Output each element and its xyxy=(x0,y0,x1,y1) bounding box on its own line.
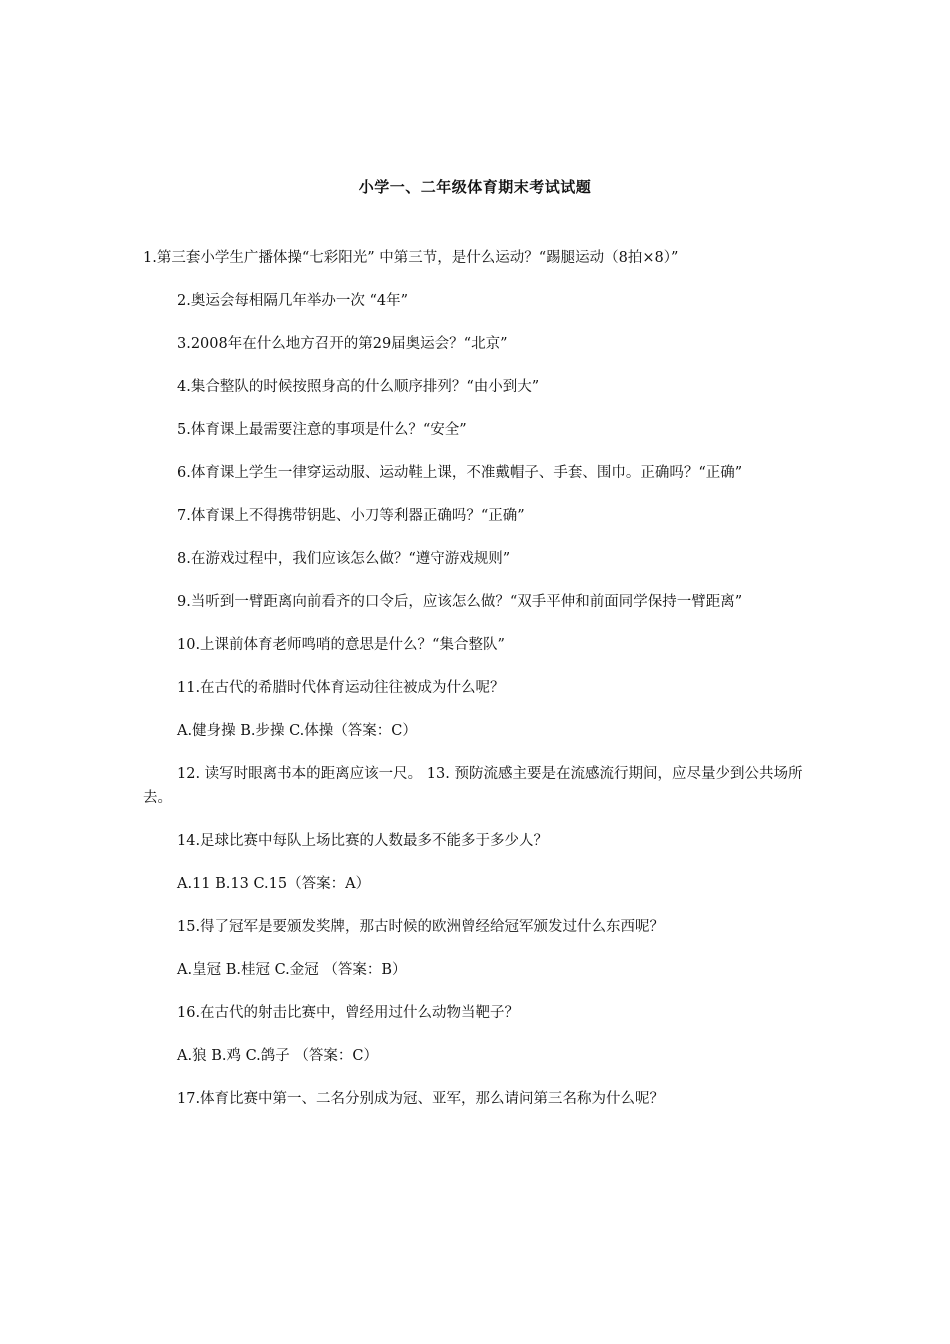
paragraph-16: 15.得了冠军是要颁发奖牌，那古时候的欧洲曾经给冠军颁发过什么东西呢？ xyxy=(177,919,665,935)
document-body xyxy=(143,246,811,1130)
paragraph-15: A.11 B.13 C.15（答案：A） xyxy=(177,876,371,892)
paragraph-7: 7.体育课上不得携带钥匙、小刀等利器正确吗？“正确” xyxy=(177,508,525,524)
paragraph-11: 11.在古代的希腊时代体育运动往往被成为什么呢？ xyxy=(177,680,505,696)
paragraph-10: 10.上课前体育老师鸣哨的意思是什么？“集合整队” xyxy=(177,637,505,653)
paragraph-20: 17.体育比赛中第一、二名分别成为冠、亚军，那么请问第三名称为什么呢？ xyxy=(177,1091,665,1107)
paragraph-1: 1.第三套小学生广播体操“七彩阳光” 中第三节，是什么运动？“踢腿运动（8拍×8）” xyxy=(143,250,679,266)
paragraph-5: 5.体育课上最需要注意的事项是什么？“安全” xyxy=(177,422,467,438)
paragraph-3: 3.2008年在什么地方召开的第29届奥运会？“北京” xyxy=(177,336,508,352)
paragraph-4: 4.集合整队的时候按照身高的什么顺序排列？“由小到大” xyxy=(177,379,540,395)
paragraph-14: 14.足球比赛中每队上场比赛的人数最多不能多于多少人？ xyxy=(177,833,549,849)
paragraph-9: 9.当听到一臂距离向前看齐的口令后，应该怎么做？“双手平伸和前面同学保持一臂距离” xyxy=(177,594,743,610)
paragraph-2: 2.奥运会每相隔几年举办一次 “4年” xyxy=(177,293,408,309)
paragraph-6: 6.体育课上学生一律穿运动服、运动鞋上课，不准戴帽子、手套、围巾。正确吗？“正确” xyxy=(177,465,743,481)
paragraph-19: A.狼 B.鸡 C.鸽子 （答案：C） xyxy=(177,1048,378,1064)
paragraph-18: 16.在古代的射击比赛中，曾经用过什么动物当靶子？ xyxy=(177,1005,520,1021)
page-title: 小学一、二年级体育期末考试试题 xyxy=(358,178,592,196)
paragraph-12: A.健身操 B.步操 C.体操（答案：C） xyxy=(177,723,417,739)
paragraph-17: A.皇冠 B.桂冠 C.金冠 （答案：B） xyxy=(177,962,407,978)
paragraph-8: 8.在游戏过程中，我们应该怎么做？“遵守游戏规则” xyxy=(177,551,511,567)
paragraph-13: 12. 读写时眼离书本的距离应该一尺。 13. 预防流感主要是在流感流行期间，应尽量少到公共场所去。 xyxy=(143,766,803,806)
